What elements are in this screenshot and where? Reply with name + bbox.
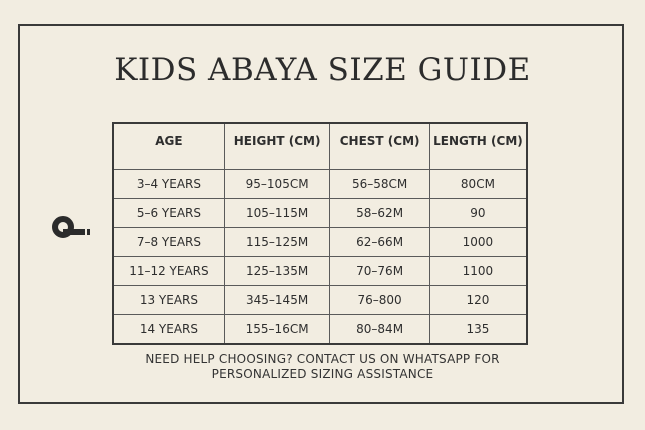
cell-age: 3–4 YEARS [113, 169, 224, 198]
cell-length: 1000 [429, 227, 527, 256]
cell-length: 90 [429, 198, 527, 227]
cell-age: 13 YEARS [113, 285, 224, 314]
header-age: AGE [113, 123, 224, 169]
cell-chest: 56–58CM [330, 169, 430, 198]
cell-height: 345–145M [224, 285, 330, 314]
help-note [0, 352, 645, 382]
cell-height: 95–105CM [224, 169, 330, 198]
cell-chest: 80–84M [330, 314, 430, 344]
cell-age: 5–6 YEARS [113, 198, 224, 227]
help-note-line-1: NEED HELP CHOOSING? CONTACT US ON WHATSAPP FOR [145, 352, 500, 366]
cell-length: 135 [429, 314, 527, 344]
cell-length: 120 [429, 285, 527, 314]
cell-height: 115–125M [224, 227, 330, 256]
table-row [113, 314, 527, 344]
cell-length: 1100 [429, 256, 527, 285]
cell-height: 155–16CM [224, 314, 330, 344]
page-title: KIDS ABAYA SIZE GUIDE [114, 52, 531, 88]
help-note-line-2: PERSONALIZED SIZING ASSISTANCE [211, 367, 434, 381]
table-row [113, 169, 527, 198]
cell-chest: 62–66M [330, 227, 430, 256]
cell-height: 125–135M [224, 256, 330, 285]
cell-chest: 76–800 [330, 285, 430, 314]
cell-chest: 70–76M [330, 256, 430, 285]
cell-chest: 58–62M [330, 198, 430, 227]
cell-length: 80CM [429, 169, 527, 198]
table-header-row [113, 123, 527, 169]
table-row [113, 198, 527, 227]
measuring-tape-icon [52, 216, 92, 238]
cell-age: 11–12 YEARS [113, 256, 224, 285]
cell-age: 7–8 YEARS [113, 227, 224, 256]
table-row [113, 256, 527, 285]
cell-height: 105–115M [224, 198, 330, 227]
cell-age: 14 YEARS [113, 314, 224, 344]
table-row [113, 285, 527, 314]
table-row [113, 227, 527, 256]
header-length: LENGTH (CM) [429, 123, 527, 169]
size-table [112, 122, 528, 345]
header-chest: CHEST (CM) [330, 123, 430, 169]
header-height: HEIGHT (CM) [224, 123, 330, 169]
